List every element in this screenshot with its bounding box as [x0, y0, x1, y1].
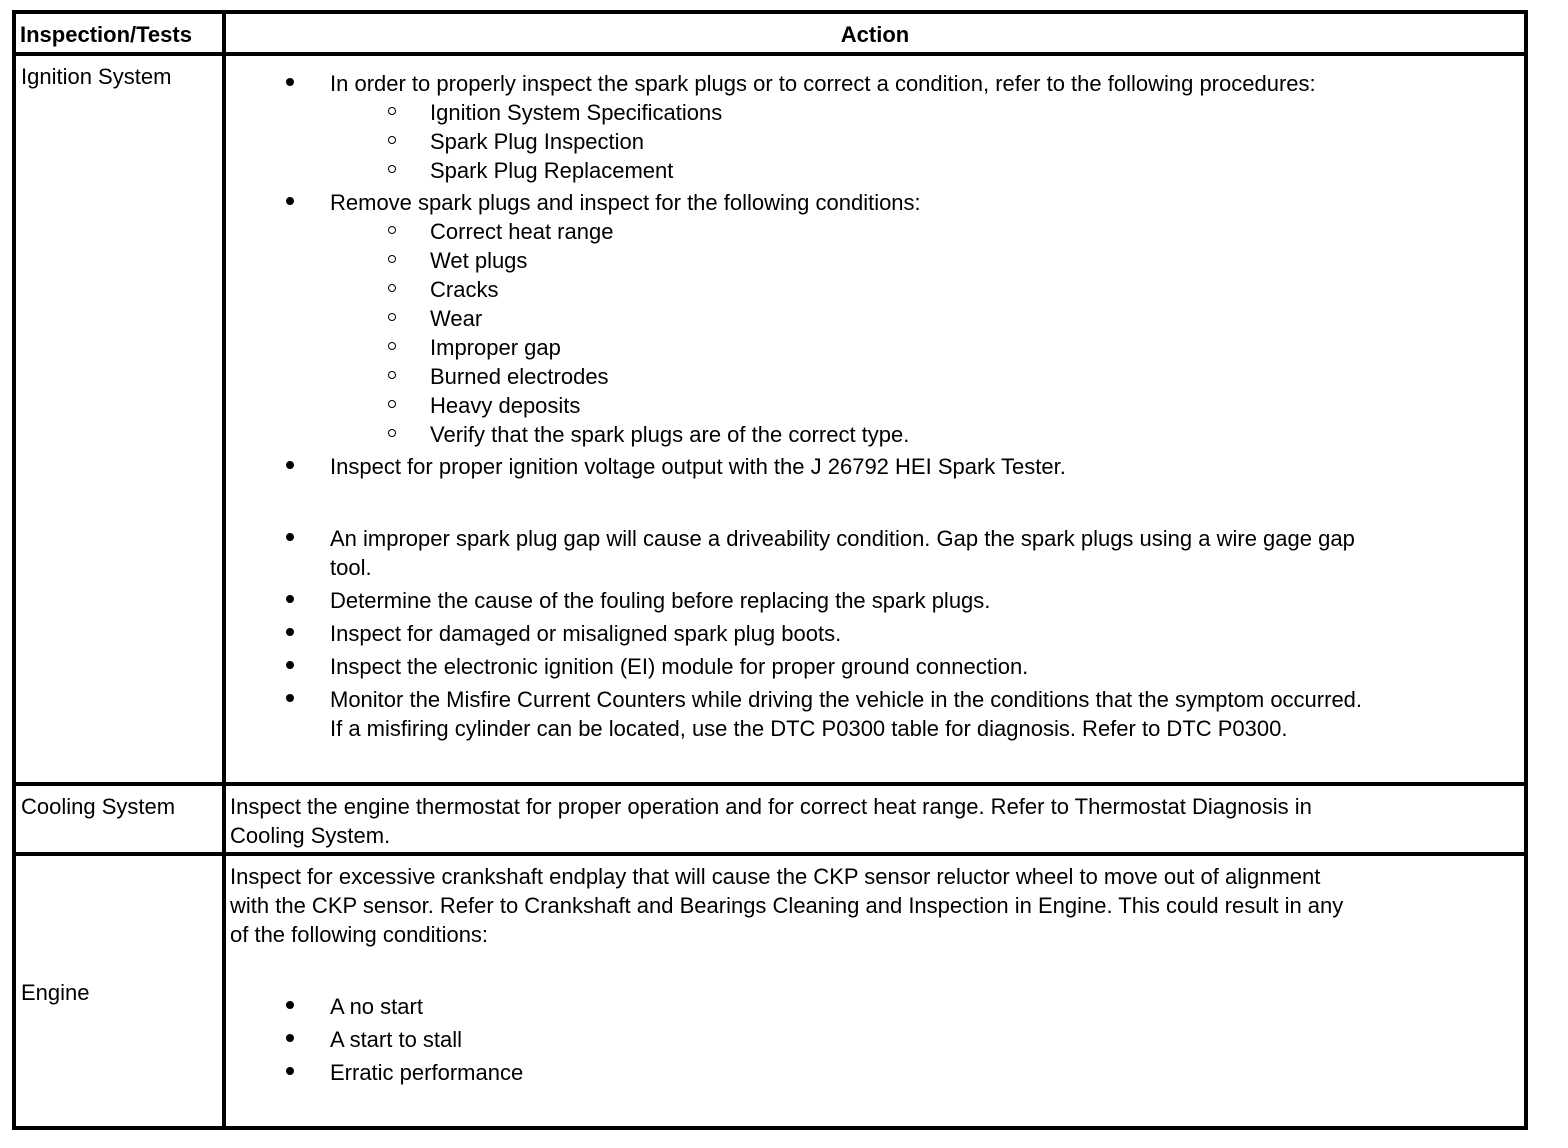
bullet-icon	[286, 586, 326, 615]
sub-bullet-icon	[388, 217, 396, 246]
sub-bullet-icon	[388, 127, 396, 156]
engine-action-cell	[226, 856, 1524, 1126]
list-item-text: Inspect for proper ignition voltage output with the J 26792 HEI Spark Tester.	[330, 454, 1066, 479]
sub-list-item-text: Improper gap	[430, 335, 561, 360]
sub-bullet-icon	[388, 98, 396, 127]
list-item-text-continued: tool.	[330, 555, 372, 580]
bullet-icon	[286, 69, 326, 98]
bullet-icon	[286, 1058, 326, 1087]
bullet-icon	[286, 992, 326, 1021]
paragraph-line: Inspect the engine thermostat for proper operation and for correct heat range. Refer to Thermostat Diagnosis in	[230, 794, 1312, 819]
sub-list-item-text: Wet plugs	[430, 248, 528, 273]
table-row-cooling-system	[16, 782, 1524, 856]
bullet-icon	[286, 619, 326, 648]
sub-list-item-text: Wear	[430, 306, 483, 331]
header-cell-inspection	[16, 14, 226, 52]
column-header-inspection-tests: Inspection/Tests	[20, 22, 192, 47]
engine-paragraph	[230, 862, 1494, 949]
cooling-label-cell	[16, 786, 226, 856]
list-item-text: Inspect the electronic ignition (EI) module for proper ground connection.	[330, 654, 1029, 679]
list-item-text: Remove spark plugs and inspect for the following conditions:	[330, 190, 921, 215]
sub-bullet-icon	[388, 420, 396, 449]
sub-bullet-icon	[388, 304, 396, 333]
list-item-text: A no start	[330, 994, 423, 1019]
sub-list-item-text: Spark Plug Inspection	[430, 129, 645, 154]
header-cell-action	[226, 14, 1524, 52]
paragraph-line: of the following conditions:	[230, 922, 489, 947]
row-label-cooling-system: Cooling System	[21, 794, 176, 819]
sub-bullet-icon	[388, 246, 396, 275]
list-item-text: Inspect for damaged or misaligned spark plug boots.	[330, 621, 842, 646]
list-item-text: Erratic performance	[330, 1060, 524, 1085]
sub-list-item-text: Cracks	[430, 277, 499, 302]
bullet-icon	[286, 652, 326, 681]
paragraph-line: Inspect for excessive crankshaft endplay that will cause the CKP sensor reluctor wheel to move out of alignment	[230, 864, 1321, 889]
list-item-text-continued: If a misfiring cylinder can be located, use the DTC P0300 table for diagnosis. Refer to DTC P0300.	[330, 716, 1288, 741]
ignition-action-cell	[226, 56, 1524, 786]
list-item-text: Monitor the Misfire Current Counters while driving the vehicle in the conditions that the symptom occurred.	[330, 687, 1363, 712]
sub-bullet-icon	[388, 333, 396, 362]
row-label-ignition-system: Ignition System	[21, 64, 172, 89]
bullet-icon	[286, 188, 326, 217]
sub-list-item-text: Ignition System Specifications	[430, 100, 723, 125]
column-header-action: Action	[840, 22, 910, 47]
paragraph-line: Cooling System.	[230, 823, 391, 848]
sub-list-item-text: Spark Plug Replacement	[430, 158, 674, 183]
paragraph-line: with the CKP sensor. Refer to Crankshaft and Bearings Cleaning and Inspection in Engine. This could result in any	[230, 893, 1344, 918]
row-label-engine: Engine	[21, 980, 90, 1005]
bullet-icon	[286, 524, 326, 553]
bullet-icon	[286, 452, 326, 481]
list-item-text: In order to properly inspect the spark plugs or to correct a condition, refer to the following procedures:	[330, 71, 1316, 96]
bullet-icon	[286, 1025, 326, 1054]
sub-list-item-text: Heavy deposits	[430, 393, 581, 418]
ignition-label-cell	[16, 56, 226, 786]
engine-label-cell	[16, 856, 226, 1126]
cooling-paragraph	[230, 792, 1494, 850]
inspection-table	[12, 10, 1528, 1130]
table-header-row	[16, 14, 1524, 52]
sub-bullet-icon	[388, 391, 396, 420]
list-item-text: An improper spark plug gap will cause a driveability condition. Gap the spark plugs using a wire gage gap	[330, 526, 1355, 551]
sub-bullet-icon	[388, 275, 396, 304]
table-row-engine	[16, 852, 1524, 1126]
list-item-text: A start to stall	[330, 1027, 463, 1052]
table-row-ignition-system	[16, 52, 1524, 786]
sub-bullet-icon	[388, 362, 396, 391]
list-item-text: Determine the cause of the fouling before replacing the spark plugs.	[330, 588, 991, 613]
cooling-action-cell	[226, 786, 1524, 856]
sub-bullet-icon	[388, 156, 396, 185]
sub-list-item-text: Verify that the spark plugs are of the correct type.	[430, 422, 910, 447]
sub-list-item-text: Burned electrodes	[430, 364, 609, 389]
sub-list-item-text: Correct heat range	[430, 219, 614, 244]
bullet-icon	[286, 685, 326, 714]
